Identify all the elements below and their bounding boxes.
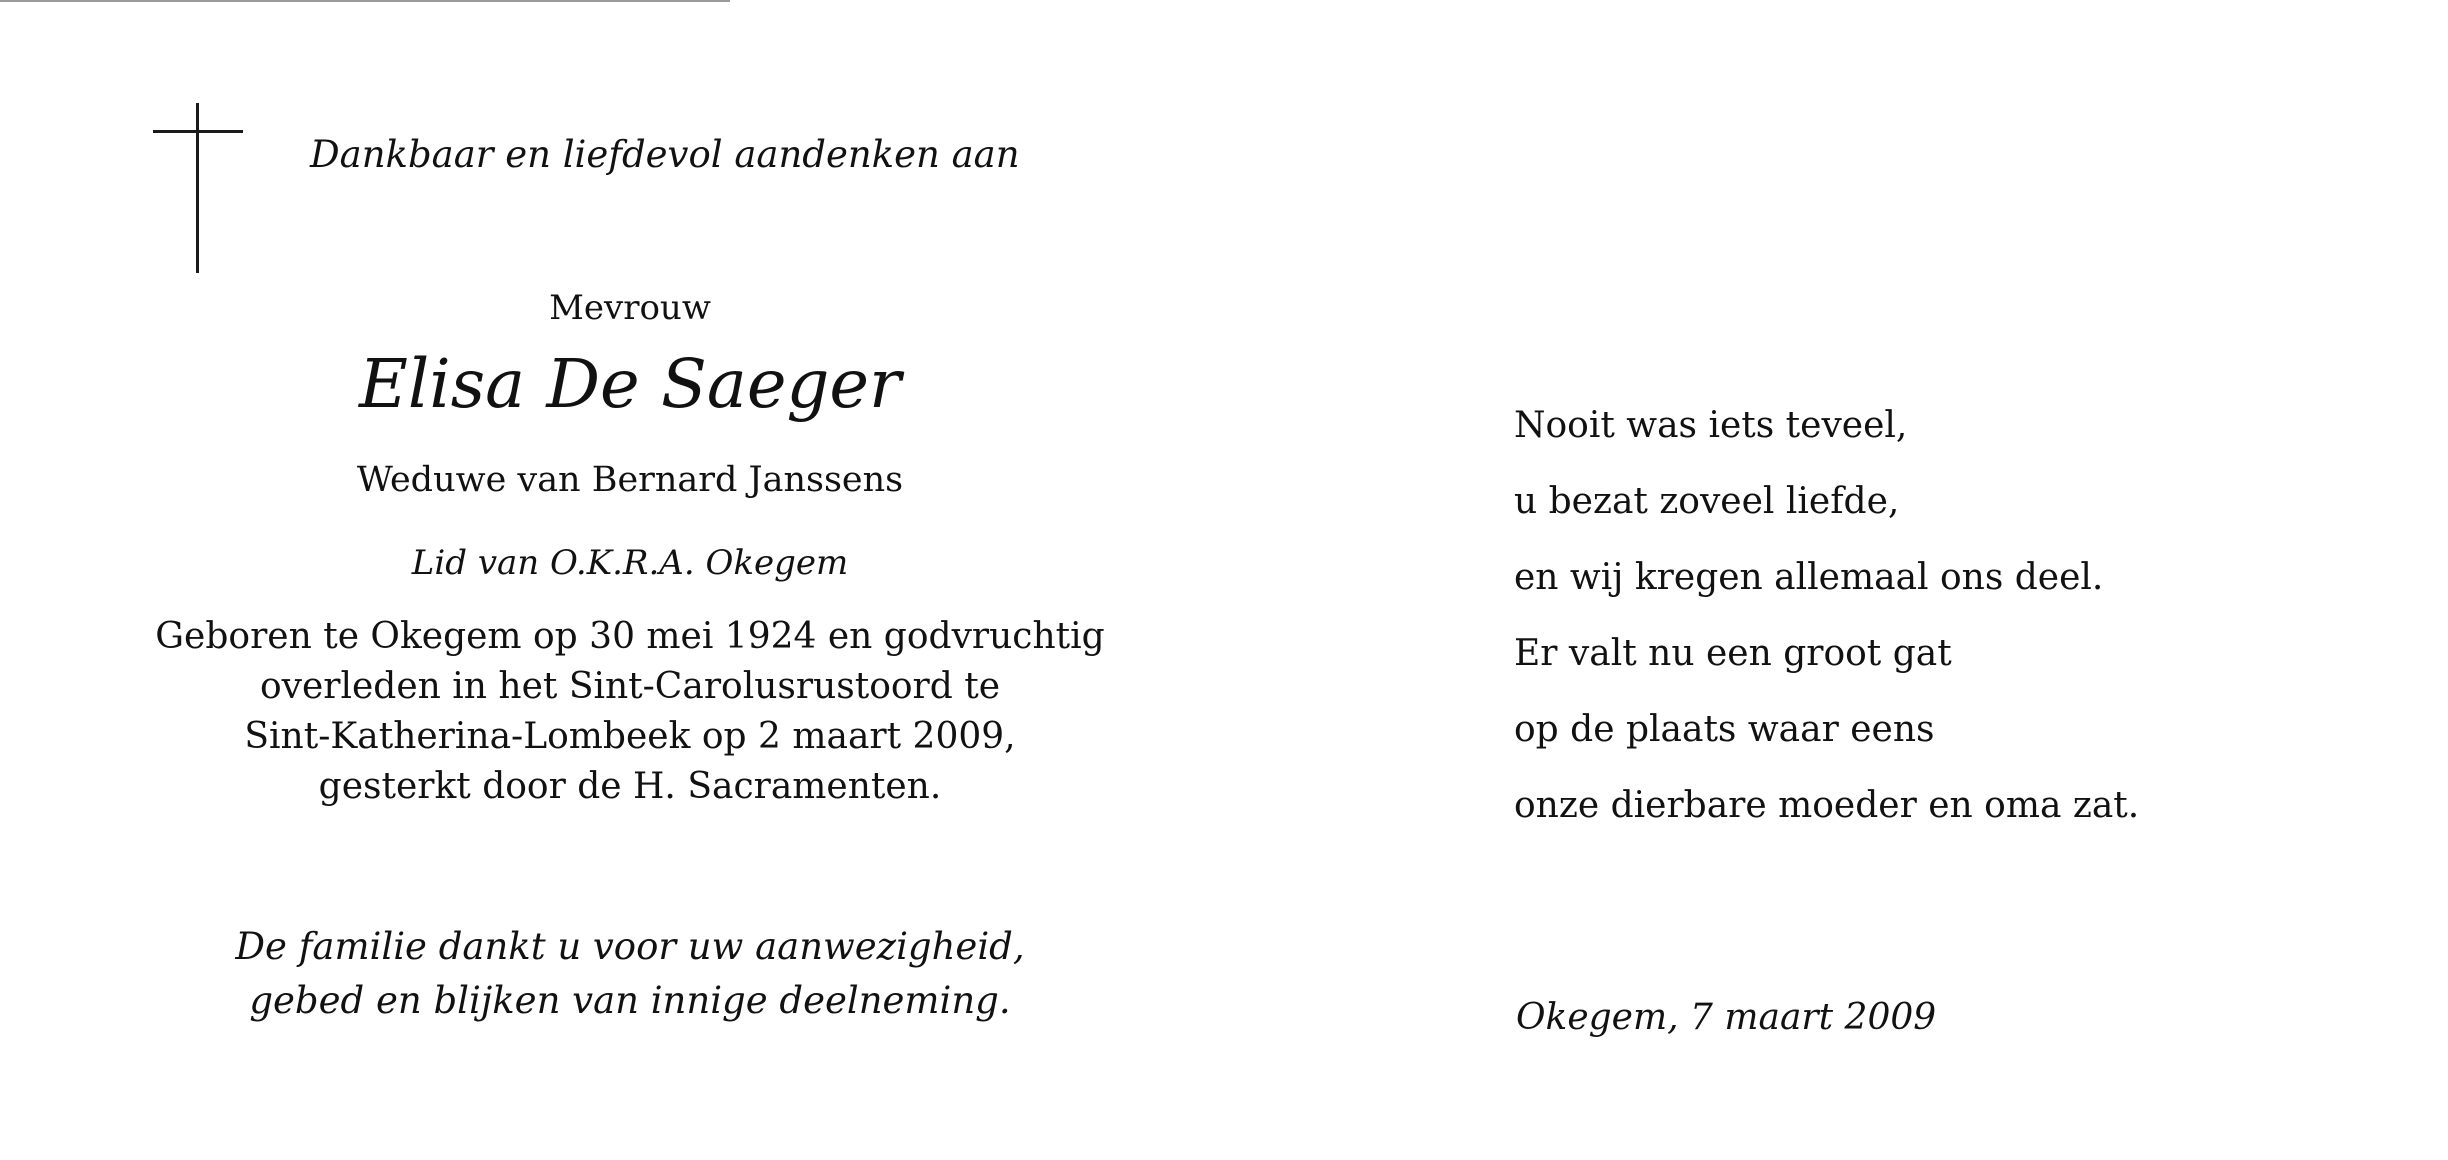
scan-edge-line xyxy=(0,0,730,2)
place-and-date: Okegem, 7 maart 2009 xyxy=(1516,997,1937,1038)
family-thanks-block xyxy=(130,920,1130,1028)
bio-line: Sint-Katherina-Lombeek op 2 maart 2009, xyxy=(244,716,1016,757)
poem-block xyxy=(1514,388,2139,844)
membership-text xyxy=(330,543,930,583)
widow-of-text: Weduwe van Bernard Janssens xyxy=(356,460,904,500)
poem-line: Er valt nu een groot gat xyxy=(1514,633,1952,674)
poem-line: en wij kregen allemaal ons deel. xyxy=(1514,557,2104,598)
deceased-name: Elisa De Saeger xyxy=(358,345,902,423)
cross-horizontal-bar xyxy=(153,130,243,133)
intro-text: Dankbaar en liefdevol aandenken aan xyxy=(310,133,1020,176)
membership-label: Lid van O.K.R.A. Okegem xyxy=(411,543,849,583)
thanks-line: De familie dankt u voor uw aanwezigheid, xyxy=(235,925,1025,968)
bio-line: overleden in het Sint-Carolusrustoord te xyxy=(259,666,1001,707)
honorific-title: Mevrouw xyxy=(549,288,711,328)
bio-line: gesterkt door de H. Sacramenten. xyxy=(318,766,942,807)
bio-line: Geboren te Okegem op 30 mei 1924 en godvruchtig xyxy=(155,616,1105,657)
thanks-line: gebed en blijken van innige deelneming. xyxy=(249,979,1011,1022)
poem-line: op de plaats waar eens xyxy=(1514,709,1935,750)
poem-line: u bezat zoveel liefde, xyxy=(1514,481,1900,522)
poem-line: onze dierbare moeder en oma zat. xyxy=(1514,785,2140,826)
biography-block xyxy=(130,612,1130,812)
poem-line: Nooit was iets teveel, xyxy=(1514,405,1908,446)
cross-vertical-bar xyxy=(196,103,199,273)
